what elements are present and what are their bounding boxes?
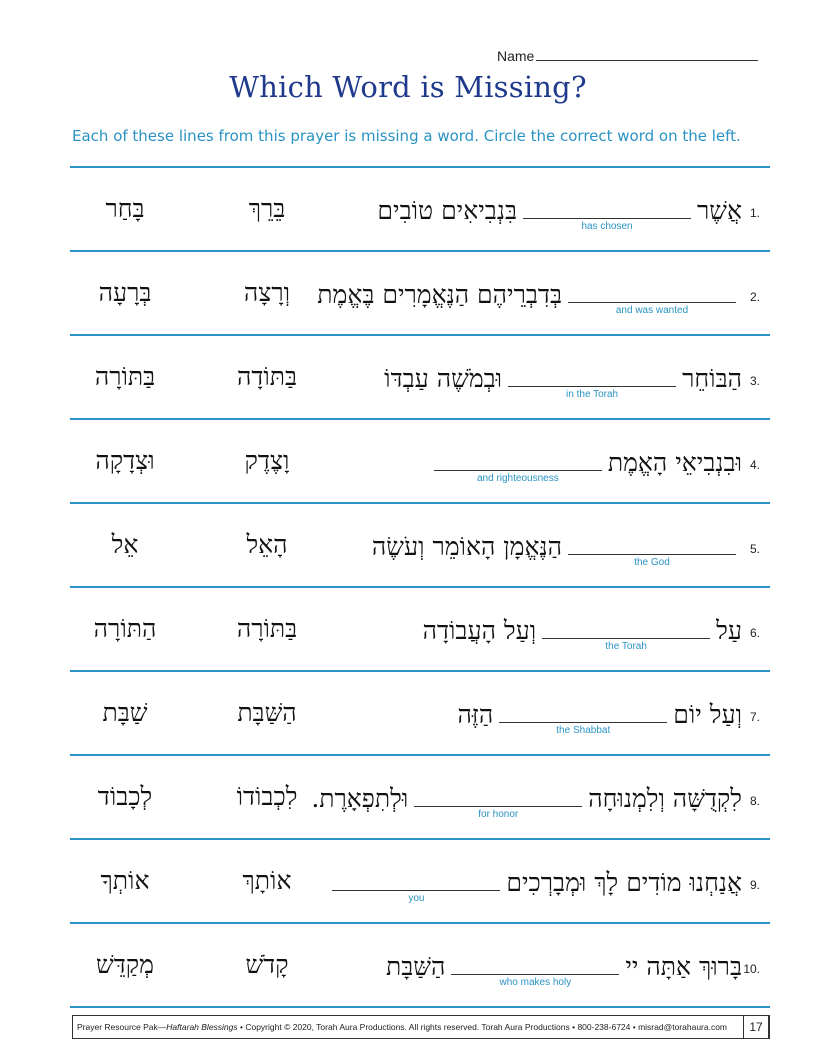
row-divider	[70, 1006, 770, 1008]
text-before-gap: אֲנַחְנוּ מוֹדִים לָךְ וּמְבָרְכִים	[506, 868, 742, 897]
name-label: Name	[497, 48, 535, 64]
question-row	[70, 504, 770, 588]
answer-blank[interactable]	[414, 782, 582, 820]
choice-word-b[interactable]: מְקַדֵּשׁ	[96, 950, 154, 979]
text-before-gap: וּבִנְבִיאֵי הָאֱמֶת	[607, 448, 742, 477]
answer-blank[interactable]	[434, 446, 602, 484]
question-line	[428, 446, 742, 484]
question-number: 10.	[743, 962, 760, 976]
footer	[72, 1015, 770, 1039]
answer-blank[interactable]	[568, 530, 736, 568]
text-before-gap: וְעַל יוֹם	[673, 700, 742, 729]
choice-word-a[interactable]: קָדֹשׁ	[245, 950, 289, 979]
page-title: Which Word is Missing?	[229, 70, 587, 104]
text-before-gap: עַל	[716, 616, 742, 645]
question-line	[371, 530, 742, 568]
choice-word-a[interactable]: הָאֵל	[246, 530, 288, 559]
question-line	[384, 362, 742, 400]
choice-word-a[interactable]: הַשַּׁבָּת	[237, 698, 297, 727]
choice-word-b[interactable]: שַׁבָּת	[102, 698, 148, 727]
answer-blank[interactable]	[523, 194, 691, 232]
english-gloss: has chosen	[581, 221, 633, 232]
footer-text-italic: Haftarah Blessings	[166, 1022, 238, 1032]
choice-word-b[interactable]: הַתּוֹרָה	[93, 614, 157, 643]
english-gloss: and righteousness	[476, 473, 559, 484]
choice-word-b[interactable]: בְּרָעָה	[98, 278, 152, 307]
text-after-gap: הַנֶּאֱמָן הָאוֹמֵר וְעֹשֶׂה	[371, 532, 562, 561]
question-number: 3.	[749, 374, 760, 388]
text-before-gap: בָּרוּךְ אַתָּה יי	[625, 952, 742, 981]
text-after-gap: וּלְתִפְאָרֶת.	[311, 784, 409, 813]
question-line	[311, 782, 742, 820]
english-gloss: and was wanted	[615, 305, 689, 316]
question-number: 2.	[749, 290, 760, 304]
choice-word-a[interactable]: לִכְבוֹדוֹ	[236, 782, 298, 811]
english-gloss: you	[408, 893, 425, 904]
question-number: 6.	[749, 626, 760, 640]
choice-word-a[interactable]: בַּתּוֹדָה	[236, 362, 298, 391]
question-line	[317, 278, 742, 316]
choice-word-a[interactable]: אוֹתָךְ	[242, 866, 292, 895]
choice-word-b[interactable]: לְכָבוֹד	[97, 782, 153, 811]
text-before-gap: לִקְדֻשָּׁה וְלִמְנוּחָה	[588, 784, 742, 813]
question-row	[70, 336, 770, 420]
text-after-gap: בְּדִבְרֵיהֶם הַנֶּאֱמָרִים בֶּאֱמֶת	[317, 280, 562, 309]
text-before-gap: הַבּוֹחֵר	[682, 364, 742, 393]
choice-word-a[interactable]: וְרָצָה	[243, 278, 291, 307]
page-number: 17	[743, 1015, 769, 1039]
question-number: 1.	[749, 206, 760, 220]
answer-blank[interactable]	[568, 278, 736, 316]
question-row	[70, 420, 770, 504]
answer-blank[interactable]	[508, 362, 676, 400]
choice-word-b[interactable]: וּצְדָקָה	[95, 446, 155, 475]
text-after-gap: וּבְמֹשֶׁה עַבְדּוֹ	[384, 364, 503, 393]
text-before-gap: אֲשֶׁר	[697, 196, 742, 225]
answer-blank[interactable]	[332, 866, 500, 904]
question-row	[70, 588, 770, 672]
choice-word-b[interactable]: אֵל	[111, 530, 139, 559]
answer-blank[interactable]	[451, 950, 619, 988]
question-number: 7.	[749, 710, 760, 724]
question-row	[70, 756, 770, 840]
question-number: 5.	[749, 542, 760, 556]
choice-word-b[interactable]: בַּתּוֹרָה	[94, 362, 156, 391]
question-row	[70, 252, 770, 336]
text-after-gap: הַשַּׁבָּת	[385, 952, 446, 981]
text-after-gap: הַזֶּה	[457, 700, 494, 729]
name-blank[interactable]	[536, 60, 758, 61]
question-number: 4.	[749, 458, 760, 472]
question-line	[422, 614, 742, 652]
text-after-gap: וְעַל הָעֲבוֹדָה	[422, 616, 537, 645]
question-row	[70, 840, 770, 924]
question-row	[70, 924, 770, 1008]
footer-text-rest: • Copyright © 2020, Torah Aura Productions. All rights reserved. Torah Aura Productions • 800-238-6724 • misrad@torahaura.com	[237, 1022, 728, 1032]
choice-word-b[interactable]: בָּחַר	[105, 194, 145, 223]
instructions: Each of these lines from this prayer is missing a word. Circle the correct word on the left.	[72, 127, 741, 145]
name-field[interactable]	[497, 48, 758, 64]
answer-blank[interactable]	[499, 698, 667, 736]
choice-word-a[interactable]: בַּתּוֹרָה	[236, 614, 298, 643]
question-row	[70, 672, 770, 756]
question-number: 9.	[749, 878, 760, 892]
answer-blank[interactable]	[542, 614, 710, 652]
english-gloss: who makes holy	[499, 977, 572, 988]
english-gloss: the Shabbat	[556, 725, 611, 736]
english-gloss: the God	[634, 557, 670, 568]
choice-word-a[interactable]: וָצֶדֶק	[244, 446, 290, 475]
footer-text-plain: Prayer Resource Pak—	[77, 1022, 167, 1032]
english-gloss: in the Torah	[566, 389, 619, 400]
question-line	[457, 698, 742, 736]
question-row	[70, 168, 770, 252]
text-after-gap: בִּנְבִיאִים טוֹבִים	[377, 196, 518, 225]
choice-word-b[interactable]: אוֹתְךָ	[100, 866, 150, 895]
choice-word-a[interactable]: בֵּרֵךְ	[248, 194, 286, 223]
english-gloss: the Torah	[605, 641, 647, 652]
question-number: 8.	[749, 794, 760, 808]
question-line	[385, 950, 742, 988]
english-gloss: for honor	[478, 809, 519, 820]
question-line	[326, 866, 742, 904]
question-line	[377, 194, 742, 232]
